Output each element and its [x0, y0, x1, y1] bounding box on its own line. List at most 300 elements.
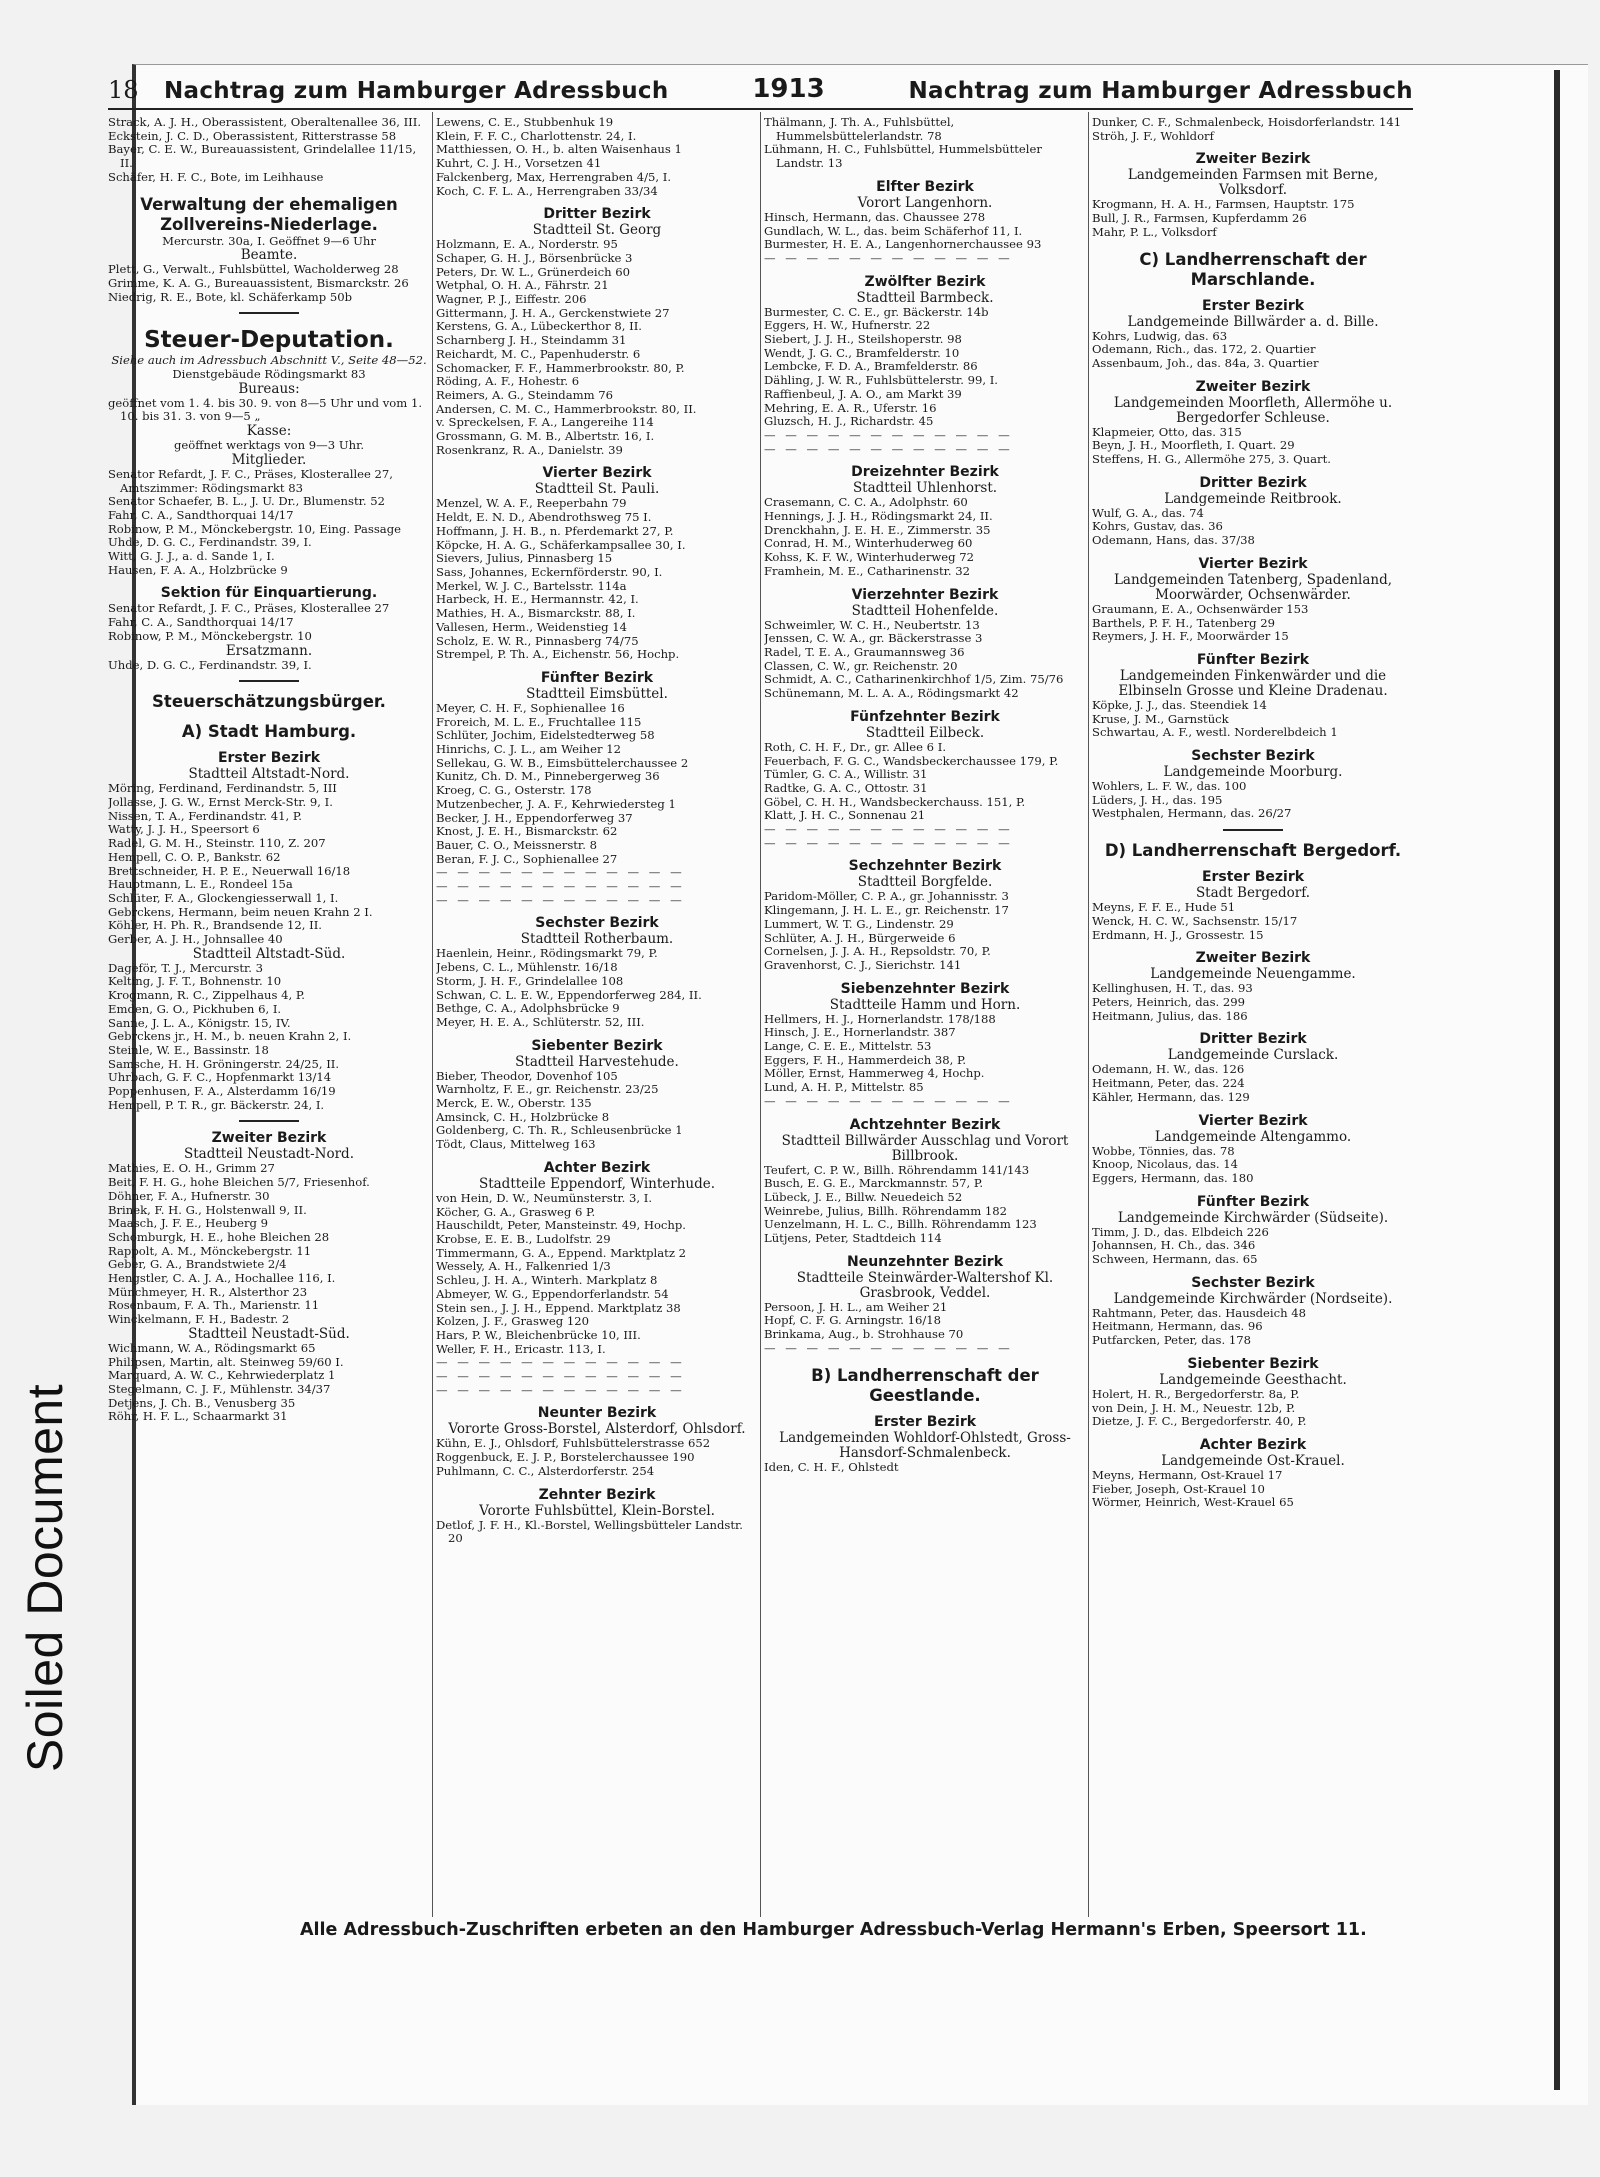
- directory-entry: Hinsch, J. E., Hornerlandstr. 387: [764, 1025, 956, 1040]
- directory-entry: Drenckhahn, J. E. H. E., Zimmerstr. 35: [764, 522, 991, 537]
- directory-entry: Bayer, C. E. W., Bureauassistent, Grindelallee 11/15, II.: [108, 142, 417, 171]
- page-header: [108, 70, 1413, 104]
- directory-entry: Schomburgk, H. E., hohe Bleichen 28: [108, 1229, 330, 1244]
- directory-entry: Odemann, Rich., das. 172, 2. Quartier: [1092, 342, 1316, 357]
- column-3: [764, 116, 1086, 1916]
- directory-entry: Beyn, J. H., Moorfleth, I. Quart. 29: [1092, 438, 1295, 453]
- directory-entry: Mehring, E. A. R., Uferstr. 16: [764, 400, 937, 415]
- directory-entry: Fahr, C. A., Sandthorquai 14/17: [108, 507, 294, 522]
- directory-entry: Storm, J. H. F., Grindelallee 108: [436, 973, 624, 988]
- directory-entry: Dageför, T. J., Mercurstr. 3: [108, 960, 264, 975]
- directory-entry: Hars, P. W., Bleichenbrücke 10, III.: [436, 1327, 641, 1342]
- district-heading: Neunzehnter Bezirk: [846, 1253, 1004, 1270]
- directory-entry: Eggers, Hermann, das. 180: [1092, 1170, 1254, 1185]
- directory-entry: Siebert, J. J. H., Steilshoperstr. 98: [764, 332, 962, 347]
- directory-entry: Wetphal, O. H. A., Fährstr. 21: [436, 278, 609, 293]
- column-divider: [1088, 112, 1089, 1917]
- subheading: Stadtteile Eppendorf, Winterhude.: [478, 1175, 716, 1192]
- directory-entry: Gerber, A. J. H., Johnsallee 40: [108, 932, 283, 947]
- directory-entry: Samsche, H. H. Gröningerstr. 24/25, II.: [108, 1056, 340, 1071]
- district-heading: Zweiter Bezirk: [1195, 151, 1311, 168]
- column-divider: [760, 112, 761, 1917]
- directory-entry: Timm, J. D., das. Elbdeich 226: [1092, 1224, 1269, 1239]
- district-heading: Dritter Bezirk: [1199, 474, 1307, 491]
- district-heading: Sechzehnter Bezirk: [848, 858, 1002, 875]
- directory-entry: Watty, J. J. H., Speersort 6: [108, 822, 260, 837]
- subheading: Stadtteil St. Pauli.: [534, 481, 660, 498]
- directory-entry: Timmermann, G. A., Eppend. Marktplatz 2: [436, 1245, 686, 1260]
- info-line: geöffnet werktags von 9—3 Uhr.: [173, 438, 365, 453]
- info-line: Mercurstr. 30a, I. Geöffnet 9—6 Uhr: [162, 233, 376, 248]
- directory-entry: Beran, F. J. C., Sophienallee 27: [436, 851, 618, 866]
- subheading: Stadtteil Barmbeck.: [856, 289, 994, 306]
- subheading: Stadtteile Steinwärder-Waltershof Kl. Grasbrook, Veddel.: [796, 1269, 1054, 1301]
- directory-entry: Weller, F. H., Ericastr. 113, I.: [436, 1341, 606, 1356]
- subheading: Bureaus:: [238, 380, 300, 397]
- directory-entry: Paridom-Möller, C. P. A., gr. Johannisstr. 3: [764, 889, 1009, 904]
- subheading: Landgemeinde Moorburg.: [1163, 764, 1343, 781]
- directory-entry: Hauptmann, L. E., Rondeel 15a: [108, 877, 293, 892]
- directory-entry: Hauschildt, Peter, Mansteinstr. 49, Hochp.: [436, 1218, 686, 1233]
- directory-entry: geöffnet vom 1. 4. bis 30. 9. von 8—5 Uhr und vom 1. 10. bis 31. 3. von 9—5 „: [108, 395, 422, 424]
- directory-entry: Falckenberg, Max, Herrengraben 4/5, I.: [436, 169, 672, 184]
- page-edge: [1554, 70, 1560, 2090]
- directory-entry: Koch, C. F. L. A., Herrengraben 33/34: [436, 183, 658, 198]
- directory-entry: Froreich, M. L. E., Fruchtallee 115: [436, 714, 642, 729]
- directory-entry: Tümler, G. C. A., Willistr. 31: [764, 767, 928, 782]
- directory-entry: Bieber, Theodor, Dovenhof 105: [436, 1068, 618, 1083]
- directory-entry: Kühn, E. J., Ohlsdorf, Fuhlsbüttelerstrasse 652: [436, 1436, 711, 1451]
- directory-entry: Wulf, G. A., das. 74: [1092, 505, 1204, 520]
- directory-entry: Brinek, F. H. G., Holstenwall 9, II.: [108, 1202, 307, 1217]
- section-heading: Steuerschätzungsbürger.: [152, 692, 386, 712]
- column-2: [436, 116, 758, 1916]
- subheading: Landgemeinden Farmsen mit Berne, Volksdorf.: [1127, 167, 1379, 199]
- district-heading: Siebenter Bezirk: [531, 1037, 663, 1054]
- directory-entry: Schünemann, M. L. A. A., Rödingsmarkt 42: [764, 686, 1019, 701]
- placeholder-dashes: — — — — — — — — — — — —: [764, 442, 1013, 456]
- directory-entry: Lembcke, F. D. A., Bramfelderstr. 86: [764, 359, 978, 374]
- subheading: Vororte Fuhlsbüttel, Klein-Borstel.: [479, 1502, 715, 1519]
- directory-entry: Reimers, A. G., Steindamm 76: [436, 387, 614, 402]
- subheading: Landgemeinden Moorfleth, Allermöhe u. Bergedorfer Schleuse.: [1113, 394, 1393, 426]
- directory-entry: Cornelsen, J. J. A. H., Repsoldstr. 70, P.: [764, 944, 991, 959]
- directory-entry: Busch, E. G. E., Marckmannstr. 57, P.: [764, 1176, 984, 1191]
- directory-entry: Mutzenbecher, J. A. F., Kehrwiedersteg 1: [436, 796, 676, 811]
- directory-entry: Schlüter, F. A., Glockengiesserwall 1, I.: [108, 890, 339, 905]
- directory-entry: Erdmann, H. J., Grossestr. 15: [1092, 927, 1264, 942]
- column-4: [1092, 116, 1414, 1916]
- header-title-right: Nachtrag zum Hamburger Adressbuch: [908, 78, 1413, 104]
- section-rule: [1223, 829, 1283, 831]
- district-heading: Erster Bezirk: [873, 1413, 977, 1430]
- directory-entry: Klingemann, J. H. L. E., gr. Reichenstr. 17: [764, 903, 1009, 918]
- directory-entry: Barthels, P. F. H., Tatenberg 29: [1092, 615, 1276, 630]
- directory-entry: Fieber, Joseph, Ost-Krauel 10: [1092, 1481, 1265, 1496]
- section-rule: [239, 1120, 299, 1122]
- info-line: Dienstgebäude Rödingsmarkt 83: [172, 367, 366, 382]
- directory-entry: Robinow, P. M., Mönckebergstr. 10: [108, 628, 312, 643]
- subheading: Beamte.: [240, 247, 298, 264]
- directory-entry: Bethge, C. A., Adolphsbrücke 9: [436, 1001, 620, 1016]
- directory-entry: Ströh, J. F., Wohldorf: [1092, 128, 1214, 143]
- directory-entry: Westphalen, Hermann, das. 26/27: [1092, 806, 1292, 821]
- district-heading: Achtzehnter Bezirk: [849, 1116, 1001, 1133]
- directory-entry: Hellmers, H. J., Hornerlandstr. 178/188: [764, 1011, 996, 1026]
- directory-entry: Lütjens, Peter, Stadtdeich 114: [764, 1231, 942, 1246]
- directory-entry: Fahr, C. A., Sandthorquai 14/17: [108, 615, 294, 630]
- directory-entry: Schweimler, W. C. H., Neubertstr. 13: [764, 617, 980, 632]
- directory-entry: Stein sen., J. J. H., Eppend. Marktplatz 38: [436, 1300, 681, 1315]
- subheading: Landgemeinde Curslack.: [1167, 1047, 1339, 1064]
- district-heading: Achter Bezirk: [543, 1159, 651, 1176]
- placeholder-dashes: — — — — — — — — — — — —: [764, 836, 1013, 850]
- directory-entry: Krobse, E. E. B., Ludolfstr. 29: [436, 1232, 611, 1246]
- directory-entry: Maasch, J. F. E., Heuberg 9: [108, 1216, 268, 1231]
- subheading: Stadtteil St. Georg: [532, 222, 662, 239]
- directory-entry: Jebens, C. L., Mühlenstr. 16/18: [436, 960, 618, 975]
- directory-entry: Schäfer, H. F. C., Bote, im Leihhause: [108, 169, 324, 184]
- directory-entry: Dunker, C. F., Schmalenbeck, Hoisdorferlandstr. 141: [1092, 116, 1402, 129]
- directory-entry: Odemann, Hans, das. 37/38: [1092, 533, 1255, 548]
- subheading: Vororte Gross-Borstel, Alsterdorf, Ohlsdorf.: [448, 1421, 746, 1438]
- directory-entry: Johannsen, H. Ch., das. 346: [1092, 1238, 1256, 1253]
- directory-entry: Framhein, M. E., Catharinenstr. 32: [764, 563, 970, 578]
- directory-entry: Hausen, F. A. A., Holzbrücke 9: [108, 562, 288, 577]
- directory-entry: Detjens, J. Ch. B., Venusberg 35: [108, 1395, 296, 1410]
- directory-entry: Wobbe, Tönnies, das. 78: [1092, 1143, 1235, 1158]
- placeholder-dashes: — — — — — — — — — — — —: [764, 823, 1013, 837]
- directory-entry: Wohlers, L. F. W., das. 100: [1092, 779, 1247, 794]
- district-heading: Vierter Bezirk: [1198, 555, 1308, 572]
- placeholder-dashes: — — — — — — — — — — — —: [436, 1356, 685, 1370]
- directory-entry: von Hein, D. W., Neumünsterstr. 3, I.: [436, 1190, 653, 1205]
- directory-entry: Köcher, G. A., Grasweg 6 P.: [436, 1204, 596, 1219]
- column-divider: [432, 112, 433, 1917]
- placeholder-dashes: — — — — — — — — — — — —: [764, 1094, 1013, 1108]
- directory-entry: Beit, F. H. G., hohe Bleichen 5/7, Friesenhof.: [108, 1175, 370, 1190]
- directory-entry: Hempell, C. O. P., Bankstr. 62: [108, 849, 281, 864]
- directory-entry: Hengstler, C. A. J. A., Hochallee 116, I.: [108, 1271, 336, 1286]
- directory-entry: Radel, T. E. A., Graumannsweg 36: [764, 644, 965, 659]
- directory-entry: Lummert, W. T. G., Lindenstr. 29: [764, 916, 954, 931]
- directory-entry: Möller, Ernst, Hammerweg 4, Hochp.: [764, 1066, 985, 1081]
- footer-notice: Alle Adressbuch-Zuschriften erbeten an den Hamburger Adressbuch-Verlag Hermann's Erben, Speersort 11.: [300, 1920, 1367, 1940]
- subheading: Landgemeinden Tatenberg, Spadenland, Moorwärder, Ochsenwärder.: [1113, 571, 1393, 603]
- directory-entry: Merck, E. W., Oberstr. 135: [436, 1096, 592, 1111]
- section-rule: [239, 312, 299, 314]
- subheading: Stadtteil Harvestehude.: [515, 1053, 679, 1070]
- district-heading: Zweiter Bezirk: [1195, 950, 1311, 967]
- district-heading: Sechster Bezirk: [1191, 748, 1315, 765]
- placeholder-dashes: — — — — — — — — — — — —: [764, 428, 1013, 442]
- directory-entry: Senator Refardt, J. F. C., Präses, Klosterallee 27: [108, 601, 390, 616]
- directory-entry: Scharnberg J. H., Steindamm 31: [436, 333, 627, 348]
- placeholder-dashes: — — — — — — — — — — — —: [764, 1341, 1013, 1355]
- directory-entry: Heitmann, Hermann, das. 96: [1092, 1319, 1263, 1334]
- column-1: [108, 116, 430, 1916]
- main-heading: Steuer-Deputation.: [144, 327, 394, 354]
- district-heading: Siebenter Bezirk: [1187, 1355, 1319, 1372]
- directory-entry: Wenck, H. C. W., Sachsenstr. 15/17: [1092, 913, 1298, 928]
- directory-entry: Sellekau, G. W. B., Eimsbüttelerchaussee 2: [436, 755, 689, 770]
- district-heading: Vierter Bezirk: [1198, 1112, 1308, 1129]
- subheading: Stadtteil Eimsbüttel.: [526, 685, 668, 702]
- district-heading: Achter Bezirk: [1199, 1436, 1307, 1453]
- directory-entry: Reymers, J. H. F., Moorwärder 15: [1092, 629, 1289, 644]
- subheading: Landgemeinde Altengammo.: [1154, 1128, 1352, 1145]
- district-heading: Erster Bezirk: [1201, 297, 1305, 314]
- directory-entry: Meyer, C. H. F., Sophienallee 16: [436, 700, 625, 715]
- directory-entry: Lübeck, J. E., Billw. Neuedeich 52: [764, 1189, 963, 1204]
- side-label: Soiled Document: [17, 1383, 73, 1773]
- directory-entry: Kohrs, Gustav, das. 36: [1092, 519, 1223, 534]
- directory-entry: Burmester, C. C. E., gr. Bäckerstr. 14b: [764, 304, 989, 319]
- directory-entry: Möring, Ferdinand, Ferdinandstr. 5, III: [108, 781, 337, 796]
- district-heading: Fünfter Bezirk: [540, 669, 654, 686]
- directory-entry: Lüders, J. H., das. 195: [1092, 792, 1223, 807]
- directory-entry: Plett, G., Verwalt., Fuhlsbüttel, Wacholderweg 28: [108, 262, 399, 277]
- directory-entry: Kuhrt, C. J. H., Vorsetzen 41: [436, 156, 602, 171]
- directory-entry: Roggenbuck, E. J. P., Borstelerchaussee 190: [436, 1450, 695, 1465]
- directory-entry: Rosenkranz, R. A., Danielstr. 39: [436, 442, 623, 457]
- directory-entry: Uhrbach, G. F. C., Hopfenmarkt 13/14: [108, 1070, 332, 1085]
- subheading: Vorort Langenhorn.: [857, 194, 993, 211]
- directory-entry: Sass, Johannes, Eckernförderstr. 90, I.: [436, 564, 663, 579]
- directory-entry: Klatt, J. H. C., Sonnenau 21: [764, 808, 926, 823]
- district-heading: Fünfter Bezirk: [1196, 1193, 1310, 1210]
- subheading: Mitglieder.: [231, 451, 307, 468]
- directory-entry: Stegelmann, C. J. F., Mühlenstr. 34/37: [108, 1382, 331, 1396]
- directory-entry: Göbel, C. H. H., Wandsbeckerchauss. 151, P.: [764, 794, 1026, 809]
- subheading: Stadtteil Eilbeck.: [865, 724, 985, 741]
- subheading: Stadtteil Billwärder Ausschlag und Vorort Billbrook.: [781, 1132, 1069, 1164]
- directory-entry: Schwan, C. L. E. W., Eppendorferweg 284, II.: [436, 987, 702, 1002]
- directory-entry: Iden, C. H. F., Ohlstedt: [764, 1459, 899, 1474]
- section-heading: A) Stadt Hamburg.: [181, 722, 357, 742]
- directory-entry: Abmeyer, W. G., Eppendorferlandstr. 54: [436, 1286, 669, 1301]
- district-heading: Zweiter Bezirk: [1195, 378, 1311, 395]
- directory-entry: Assenbaum, Joh., das. 84a, 3. Quartier: [1092, 355, 1319, 370]
- directory-entry: Schlüter, Jochim, Eidelstedterweg 58: [436, 728, 655, 743]
- directory-entry: Hopf, C. F. G. Arningstr. 16/18: [764, 1313, 942, 1328]
- directory-entry: Kähler, Hermann, das. 129: [1092, 1089, 1250, 1104]
- directory-entry: Nissen, T. A., Ferdinandstr. 41, P.: [108, 808, 302, 823]
- directory-entry: Roth, C. H. F., Dr., gr. Allee 6 I.: [764, 739, 947, 754]
- subheading: Stadtteil Neustadt-Süd.: [188, 1325, 350, 1342]
- directory-entry: Strack, A. J. H., Oberassistent, Oberaltenallee 36, III.: [108, 116, 422, 129]
- directory-entry: Uhde, D. G. C., Ferdinandstr. 39, I.: [108, 535, 312, 550]
- directory-entry: Gundlach, W. L., das. beim Schäferhof 11, I.: [764, 223, 1023, 238]
- directory-entry: Weinrebe, Julius, Billh. Röhrendamm 182: [764, 1203, 1008, 1218]
- subheading: Stadtteil Neustadt-Nord.: [184, 1146, 354, 1163]
- district-heading: Sektion für Einquartierung.: [160, 585, 378, 602]
- directory-entry: Vallesen, Herm., Weidenstieg 14: [436, 619, 628, 634]
- subheading: Kasse:: [246, 423, 292, 440]
- directory-entry: Schwartau, A. F., westl. Norderelbdeich 1: [1092, 725, 1338, 740]
- directory-entry: Eckstein, J. C. D., Oberassistent, Ritterstrasse 58: [108, 128, 397, 143]
- directory-entry: Feuerbach, F. G. C., Wandsbeckerchaussee 179, P.: [764, 753, 1059, 768]
- directory-entry: Thälmann, J. Th. A., Fuhlsbüttel, Hummelsbüttelerlandstr. 78: [764, 116, 955, 143]
- subheading: Landgemeinde Reitbrook.: [1164, 490, 1342, 507]
- directory-entry: Lewens, C. E., Stubbenhuk 19: [436, 116, 614, 129]
- directory-entry: Radtke, G. A. C., Ottostr. 31: [764, 780, 928, 795]
- directory-entry: Warnholtz, F. E., gr. Reichenstr. 23/25: [436, 1082, 659, 1097]
- directory-entry: Klein, F. F. C., Charlottenstr. 24, I.: [436, 128, 637, 143]
- directory-entry: Krogmann, R. C., Zippelhaus 4, P.: [108, 988, 305, 1003]
- subheading: Stadtteile Hamm und Horn.: [829, 996, 1021, 1013]
- directory-entry: Senator Refardt, J. F. C., Präses, Klosterallee 27, Amtszimmer: Rödingsmarkt 83: [108, 466, 393, 495]
- directory-entry: Witt, G. J. J., a. d. Sande 1, I.: [108, 549, 275, 564]
- directory-entry: Röding, A. F., Hohestr. 6: [436, 374, 580, 389]
- directory-entry: Amsinck, C. H., Holzbrücke 8: [436, 1109, 610, 1124]
- directory-entry: Lühmann, H. C., Fuhlsbüttel, Hummelsbütteler Landstr. 13: [764, 142, 1042, 171]
- directory-entry: Puhlmann, C. C., Alsterdorferstr. 254: [436, 1463, 655, 1478]
- directory-entry: Tödt, Claus, Mittelweg 163: [436, 1137, 596, 1152]
- directory-entry: Köpke, J. J., das. Steendiek 14: [1092, 697, 1267, 712]
- district-heading: Sechster Bezirk: [535, 915, 659, 932]
- directory-entry: Gittermann, J. H. A., Gerckenstwiete 27: [436, 305, 670, 320]
- directory-entry: Mathies, H. A., Bismarckstr. 88, I.: [436, 606, 636, 621]
- directory-entry: Münchmeyer, H. R., Alsterthor 23: [108, 1284, 308, 1299]
- section-rule: [239, 680, 299, 682]
- directory-entry: Meyns, F. F. E., Hude 51: [1092, 900, 1236, 915]
- district-heading: Zwölfter Bezirk: [864, 273, 986, 290]
- district-heading: Zehnter Bezirk: [538, 1486, 656, 1503]
- subheading: Landgemeinde Kirchwärder (Südseite).: [1117, 1209, 1389, 1226]
- directory-entry: Meyer, H. E. A., Schlüterstr. 52, III.: [436, 1014, 645, 1029]
- directory-entry: Knoop, Nicolaus, das. 14: [1092, 1157, 1239, 1172]
- subheading: Stadtteil Hohenfelde.: [851, 602, 999, 619]
- directory-entry: Brettschneider, H. P. E., Neuerwall 16/18: [108, 863, 351, 878]
- directory-entry: Köpcke, H. A. G., Schäferkampsallee 30, I.: [436, 537, 686, 552]
- subheading: Stadt Bergedorf.: [1195, 885, 1311, 902]
- directory-entry: Rahtmann, Peter, das. Hausdeich 48: [1092, 1305, 1307, 1320]
- district-heading: Neunter Bezirk: [537, 1405, 657, 1422]
- directory-entry: Gebrckens jr., H. M., b. neuen Krahn 2, I.: [108, 1029, 352, 1044]
- directory-entry: Jollasse, J. G. W., Ernst Merck-Str. 9, I.: [108, 794, 333, 809]
- directory-entry: Rappolt, A. M., Mönckebergstr. 11: [108, 1243, 312, 1258]
- directory-entry: Schaper, G. H. J., Börsenbrücke 3: [436, 250, 633, 265]
- district-heading: Zweiter Bezirk: [211, 1130, 327, 1147]
- directory-entry: Röhr, H. F. L., Schaarmarkt 31: [108, 1409, 288, 1424]
- directory-entry: Kolzen, J. F., Grasweg 120: [436, 1314, 589, 1329]
- subheading: Landgemeinde Kirchwärder (Nordseite).: [1113, 1290, 1393, 1307]
- directory-entry: Eggers, H. W., Hufnerstr. 22: [764, 318, 931, 333]
- subheading: Stadtteil Uhlenhorst.: [852, 480, 998, 497]
- directory-entry: Grimme, K. A. G., Bureauassistent, Bismarckstr. 26: [108, 275, 409, 290]
- placeholder-dashes: — — — — — — — — — — — —: [436, 866, 685, 880]
- directory-entry: Steinle, W. E., Bassinstr. 18: [108, 1042, 269, 1057]
- directory-entry: Senator Schaefer, B. L., J. U. Dr., Blumenstr. 52: [108, 494, 385, 509]
- directory-entry: Rosenbaum, F. A. Th., Marienstr. 11: [108, 1298, 320, 1313]
- directory-entry: Burmester, H. E. A., Langenhornerchaussee 93: [764, 237, 1042, 252]
- subheading: Landgemeinde Ost-Krauel.: [1161, 1452, 1345, 1469]
- directory-entry: Schween, Hermann, das. 65: [1092, 1252, 1258, 1267]
- placeholder-dashes: — — — — — — — — — — — —: [764, 251, 1013, 265]
- placeholder-dashes: — — — — — — — — — — — —: [436, 1383, 685, 1397]
- directory-entry: Kerstens, G. A., Lübeckerthor 8, II.: [436, 319, 642, 334]
- directory-entry: Matthiessen, O. H., b. alten Waisenhaus 1: [436, 142, 682, 157]
- directory-entry: Becker, J. H., Eppendorferweg 37: [436, 810, 633, 825]
- directory-entry: Crasemann, C. C. A., Adolphstr. 60: [764, 495, 968, 510]
- directory-entry: Detlof, J. F. H., Kl.-Borstel, Wellingsbütteler Landstr. 20: [436, 1517, 743, 1546]
- directory-entry: Mathies, E. O. H., Grimm 27: [108, 1161, 275, 1176]
- directory-entry: Radel, G. M. H., Steinstr. 110, Z. 207: [108, 836, 326, 851]
- directory-entry: Kellinghusen, H. T., das. 93: [1092, 981, 1253, 996]
- district-heading: Fünfzehnter Bezirk: [850, 708, 1000, 725]
- directory-entry: Lange, C. E. E., Mittelstr. 53: [764, 1039, 932, 1054]
- district-heading: Dritter Bezirk: [543, 206, 651, 223]
- directory-entry: Merkel, W. J. C., Bartelsstr. 114a: [436, 578, 627, 593]
- directory-entry: Holzmann, E. A., Norderstr. 95: [436, 237, 618, 252]
- directory-entry: Persoon, J. H. L., am Weiher 21: [764, 1299, 948, 1314]
- directory-entry: Eggers, F. H., Hammerdeich 38, P.: [764, 1052, 967, 1067]
- directory-entry: Goldenberg, C. Th. R., Schleusenbrücke 1: [436, 1123, 683, 1138]
- directory-entry: Raffienbeul, J. A. O., am Markt 39: [764, 386, 962, 401]
- district-heading: Elfter Bezirk: [876, 178, 974, 195]
- directory-entry: Köhler, H. Ph. R., Brandsende 12, II.: [108, 918, 322, 933]
- directory-entry: Reichardt, M. C., Papenhuderstr. 6: [436, 346, 641, 361]
- placeholder-dashes: — — — — — — — — — — — —: [436, 1370, 685, 1384]
- header-rule: [108, 108, 1413, 110]
- directory-entry: Andersen, C. M. C., Hammerbrookstr. 80, II.: [436, 401, 697, 416]
- directory-entry: Schmidt, A. C., Catharinenkirchhof 1/5, Zim. 75/76: [764, 672, 1064, 687]
- directory-entry: Schleu, J. H. A., Winterh. Markplatz 8: [436, 1273, 658, 1288]
- subheading: Stadtteil Altstadt-Nord.: [188, 766, 350, 783]
- directory-entry: Philipsen, Martin, alt. Steinweg 59/60 I.: [108, 1354, 344, 1369]
- subheading: Stadtteil Altstadt-Süd.: [192, 945, 346, 962]
- directory-entry: Hoffmann, J. H. B., n. Pferdemarkt 27, P.: [436, 523, 674, 538]
- district-heading: Fünfter Bezirk: [1196, 651, 1310, 668]
- header-year: 1913: [752, 74, 825, 104]
- directory-entry: Kruse, J. M., Garnstück: [1092, 711, 1229, 726]
- directory-entry: Gluzsch, H. J., Richardstr. 45: [764, 414, 934, 429]
- section-heading: D) Landherrenschaft Bergedorf.: [1104, 841, 1402, 861]
- directory-entry: Dähling, J. W. R., Fuhlsbüttelerstr. 99, I.: [764, 373, 998, 388]
- directory-entry: Wessely, A. H., Falkenried 1/3: [436, 1259, 611, 1274]
- placeholder-dashes: — — — — — — — — — — — —: [436, 880, 685, 894]
- directory-entry: Steffens, H. G., Allermöhe 275, 3. Quart.: [1092, 452, 1331, 467]
- directory-entry: Niedrig, R. E., Bote, kl. Schäferkamp 50b: [108, 289, 353, 304]
- page-number: 18: [108, 76, 139, 104]
- reference-note: Siehe auch im Adressbuch Abschnitt V., Seite 48—52.: [111, 353, 427, 368]
- directory-entry: Emden, G. O., Pickhuben 6, I.: [108, 1001, 282, 1016]
- subheading: Stadtteil Borgfelde.: [857, 874, 993, 891]
- directory-entry: Brinkama, Aug., b. Strohhause 70: [764, 1327, 964, 1342]
- directory-entry: Krogmann, H. A. H., Farmsen, Hauptstr. 175: [1092, 197, 1355, 212]
- district-heading: Dritter Bezirk: [1199, 1031, 1307, 1048]
- directory-entry: Uenzelmann, H. L. C., Billh. Röhrendamm 123: [764, 1217, 1037, 1232]
- subheading: Ersatzmann.: [225, 642, 313, 659]
- directory-entry: Kelting, J. F. T., Bohnenstr. 10: [108, 974, 282, 989]
- directory-entry: Hempell, P. T. R., gr. Bäckerstr. 24, I.: [108, 1097, 325, 1112]
- directory-entry: Mahr, P. L., Volksdorf: [1092, 224, 1217, 239]
- directory-entry: v. Spreckelsen, F. A., Langereihe 114: [436, 415, 654, 430]
- district-heading: Erster Bezirk: [217, 750, 321, 767]
- subheading: Landgemeinde Billwärder a. d. Bille.: [1127, 313, 1379, 330]
- district-heading: Sechster Bezirk: [1191, 1274, 1315, 1291]
- directory-entry: Strempel, P. Th. A., Eichenstr. 56, Hochp.: [436, 647, 680, 662]
- directory-entry: Graumann, E. A., Ochsenwärder 153: [1092, 601, 1309, 616]
- directory-entry: Wichmann, W. A., Rödingsmarkt 65: [108, 1340, 316, 1355]
- directory-entry: Heldt, E. N. D., Abendrothsweg 75 I.: [436, 510, 652, 525]
- district-heading: Siebenzehnter Bezirk: [840, 980, 1010, 997]
- directory-entry: Hinsch, Hermann, das. Chaussee 278: [764, 209, 986, 224]
- directory-entry: Harbeck, H. E., Hermannstr. 42, I.: [436, 592, 639, 607]
- directory-entry: Grossmann, G. M. B., Albertstr. 16, I.: [436, 429, 655, 444]
- directory-entry: Schlüter, A. J. H., Bürgerweide 6: [764, 930, 956, 945]
